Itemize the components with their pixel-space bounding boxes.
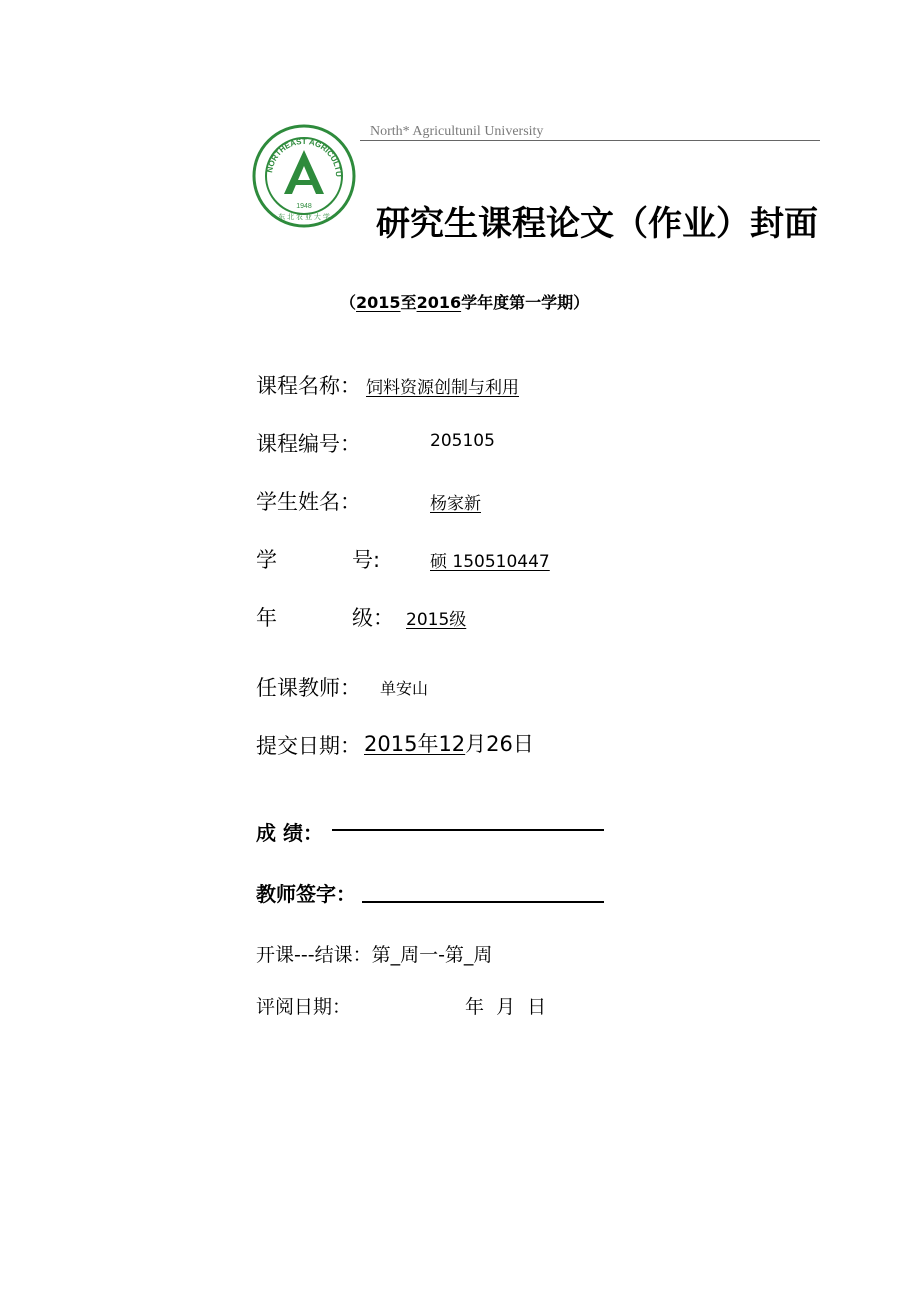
submit-date-underlined: 2015年12 <box>364 732 466 756</box>
course-period: 开课---结课：第_周一-第_周 <box>256 944 493 966</box>
teacher-value: 单安山 <box>380 679 429 698</box>
svg-text:东 北 农 业 大 学: 东 北 农 业 大 学 <box>278 214 330 221</box>
review-date-label: 评阅日期： <box>256 996 352 1018</box>
semester-open: （ <box>340 293 357 312</box>
student-id-label-first: 学 <box>256 548 277 572</box>
course-code-value: 205105 <box>430 431 495 451</box>
student-id-value: 硕 150510447 <box>430 552 550 572</box>
signature-label: 教师签字： <box>256 882 356 906</box>
semester-year-start: 2015 <box>356 293 401 312</box>
semester-mid: 至 <box>400 293 417 312</box>
submit-date-label: 提交日期： <box>256 734 361 758</box>
university-name: North* Agricultunil University <box>370 124 544 139</box>
grade-label-second: 级： <box>352 606 394 630</box>
semester-year-end: 2016 <box>416 293 462 312</box>
page-title: 研究生课程论文（作业）封面 <box>376 204 818 244</box>
course-code-label: 课程编号： <box>256 432 361 456</box>
semester-rest: 学年度第一学期） <box>461 293 590 312</box>
submit-date-rest: 月26日 <box>465 732 534 756</box>
header-rule <box>360 140 820 141</box>
submit-date-value <box>364 728 534 758</box>
teacher-label: 任课教师： <box>256 676 361 700</box>
signature-blank-line <box>362 901 604 903</box>
university-logo <box>252 124 356 228</box>
score-label: 成 绩： <box>256 821 323 845</box>
course-name-value: 饲料资源创制与利用 <box>366 378 519 398</box>
score-blank-line <box>332 829 604 831</box>
student-id-label-second: 号: <box>352 548 381 572</box>
student-name-label: 学生姓名： <box>256 490 361 514</box>
grade-label-first: 年 <box>256 606 277 630</box>
svg-text:NORTHEAST AGRICULTURAL UNIVERS: NORTHEAST AGRICULTU <box>265 136 344 178</box>
grade-value: 2015级 <box>406 610 467 630</box>
course-name-label: 课程名称： <box>256 374 361 398</box>
semester-line <box>340 290 589 313</box>
svg-text:1948: 1948 <box>296 203 312 210</box>
review-date-value: 年 月 日 <box>465 996 547 1018</box>
student-name-value: 杨家新 <box>430 494 481 514</box>
